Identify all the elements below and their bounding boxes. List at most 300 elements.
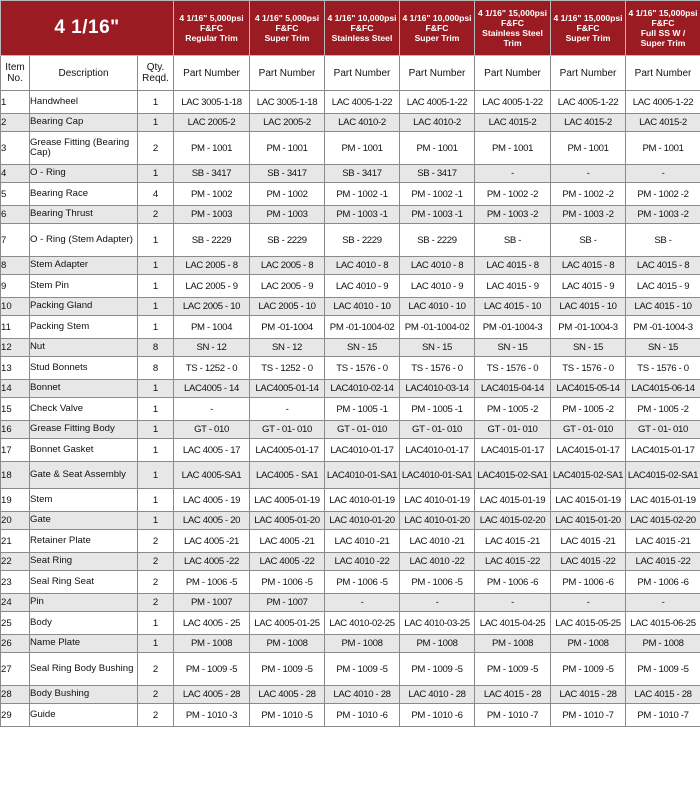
part-number: GT - 01- 010 [250, 421, 325, 439]
part-number: PM - 1006 -6 [551, 571, 626, 594]
part-number: LAC 2005 - 8 [250, 257, 325, 275]
item-number: 4 [1, 165, 30, 183]
item-number: 3 [1, 132, 30, 165]
part-number: PM - 1001 [551, 132, 626, 165]
table-row [1, 91, 700, 114]
part-number: PM -01-1004-3 [551, 316, 626, 339]
item-number: 27 [1, 653, 30, 686]
item-description: Nut [30, 339, 138, 357]
part-number: LAC4010-01-17 [325, 439, 400, 462]
part-number: PM - 1010 -6 [325, 704, 400, 727]
item-quantity: 2 [138, 571, 174, 594]
part-number: LAC 4005 -22 [250, 553, 325, 571]
item-number: 6 [1, 206, 30, 224]
part-number: SB - [626, 224, 700, 257]
item-number: 23 [1, 571, 30, 594]
table-row [1, 704, 700, 727]
part-number: LAC4010-03-14 [400, 380, 475, 398]
item-quantity: 1 [138, 224, 174, 257]
table-row [1, 257, 700, 275]
parts-rows [1, 91, 700, 727]
part-number: LAC 2005 - 10 [250, 298, 325, 316]
item-quantity: 1 [138, 257, 174, 275]
item-quantity: 1 [138, 275, 174, 298]
table-row [1, 439, 700, 462]
part-number: PM - 1003 -2 [475, 206, 551, 224]
table-row [1, 206, 700, 224]
item-number: 5 [1, 183, 30, 206]
part-number: PM - 1010 -5 [250, 704, 325, 727]
item-number: 8 [1, 257, 30, 275]
subheader-row [1, 56, 700, 91]
item-number: 12 [1, 339, 30, 357]
part-number: TS - 1576 - 0 [475, 357, 551, 380]
part-number: LAC 4010 - 10 [325, 298, 400, 316]
part-number: LAC 4005-01-25 [250, 612, 325, 635]
item-description: Seal Ring Body Bushing [30, 653, 138, 686]
part-number: LAC 4015-04-25 [475, 612, 551, 635]
part-number: PM - 1006 -5 [325, 571, 400, 594]
part-number: - [325, 594, 400, 612]
part-number: PM -01-1004-02 [400, 316, 475, 339]
item-number: 26 [1, 635, 30, 653]
part-number: LAC 4010-01-19 [325, 489, 400, 512]
part-number: PM - 1008 [626, 635, 700, 653]
part-number: PM - 1003 -1 [400, 206, 475, 224]
item-description: Gate & Seat Assembly [30, 462, 138, 489]
part-number: PM - 1006 -5 [250, 571, 325, 594]
item-number: 24 [1, 594, 30, 612]
part-number: PM - 1009 -5 [174, 653, 250, 686]
part-number: TS - 1576 - 0 [325, 357, 400, 380]
part-number: LAC4015-04-14 [475, 380, 551, 398]
part-number: LAC4010-01-SA1 [400, 462, 475, 489]
part-number: LAC 4010 - 10 [400, 298, 475, 316]
part-number: SB - [475, 224, 551, 257]
table-row [1, 594, 700, 612]
part-number: LAC4015-02-SA1 [626, 462, 700, 489]
part-number-header: Part Number [325, 56, 400, 91]
part-number: LAC 2005 - 10 [174, 298, 250, 316]
part-number: LAC 4015-01-20 [551, 512, 626, 530]
item-quantity: 1 [138, 380, 174, 398]
part-number: PM - 1005 -1 [325, 398, 400, 421]
part-number: PM - 1006 -6 [626, 571, 700, 594]
part-number: LAC 4015-01-19 [475, 489, 551, 512]
part-number: LAC4010-01-SA1 [325, 462, 400, 489]
part-number: SN - 15 [475, 339, 551, 357]
table-row [1, 421, 700, 439]
part-number: LAC 2005 - 9 [250, 275, 325, 298]
part-number: LAC 4005 -21 [174, 530, 250, 553]
part-number: LAC4005-01-14 [250, 380, 325, 398]
col-header-5k-regular: 4 1/16" 5,000psi F&FC Regular Trim [174, 1, 250, 56]
part-number: PM - 1009 -5 [626, 653, 700, 686]
item-description: Body Bushing [30, 686, 138, 704]
item-description: Packing Stem [30, 316, 138, 339]
part-number: LAC 4015-2 [475, 114, 551, 132]
part-number: LAC4015-06-14 [626, 380, 700, 398]
item-description: Bearing Race [30, 183, 138, 206]
item-number: 20 [1, 512, 30, 530]
item-description: Seat Ring [30, 553, 138, 571]
table-row [1, 398, 700, 421]
part-number: LAC4015-01-17 [626, 439, 700, 462]
item-quantity: 1 [138, 398, 174, 421]
part-number: PM - 1005 -2 [475, 398, 551, 421]
part-number-header: Part Number [400, 56, 475, 91]
item-number: 13 [1, 357, 30, 380]
item-description: Body [30, 612, 138, 635]
item-number: 15 [1, 398, 30, 421]
part-number: PM - 1004 [174, 316, 250, 339]
item-description: Bearing Cap [30, 114, 138, 132]
item-quantity: 1 [138, 316, 174, 339]
col-header-5k-super: 4 1/16" 5,000psi F&FC Super Trim [250, 1, 325, 56]
part-number: LAC4015-01-17 [475, 439, 551, 462]
item-quantity: 2 [138, 530, 174, 553]
col-header-10k-stainless: 4 1/16" 10,000psi F&FC Stainless Steel [325, 1, 400, 56]
part-number: LAC 4015-02-20 [475, 512, 551, 530]
table-row [1, 165, 700, 183]
col-header-10k-super: 4 1/16" 10,000psi F&FC Super Trim [400, 1, 475, 56]
part-number: LAC4005 - SA1 [250, 462, 325, 489]
part-number: LAC 4010-01-20 [400, 512, 475, 530]
part-number: LAC 4015-05-25 [551, 612, 626, 635]
item-description: Stem Adapter [30, 257, 138, 275]
item-description: Retainer Plate [30, 530, 138, 553]
part-number: LAC 4015 - 28 [551, 686, 626, 704]
part-number: SB - 3417 [325, 165, 400, 183]
item-description: Stem Pin [30, 275, 138, 298]
part-number: LAC 4010 -21 [400, 530, 475, 553]
part-number: PM - 1003 -2 [626, 206, 700, 224]
part-number: PM - 1006 -6 [475, 571, 551, 594]
part-number: PM - 1003 -1 [325, 206, 400, 224]
part-number: SB - 2229 [325, 224, 400, 257]
part-number: LAC 4015 -21 [475, 530, 551, 553]
part-number: PM - 1001 [400, 132, 475, 165]
part-number: SB - [551, 224, 626, 257]
item-description: Grease Fitting (Bearing Cap) [30, 132, 138, 165]
part-number: SB - 2229 [174, 224, 250, 257]
part-number: PM - 1002 -2 [551, 183, 626, 206]
part-number: LAC 4005 - 28 [250, 686, 325, 704]
part-number: TS - 1576 - 0 [400, 357, 475, 380]
part-number: LAC 4015 - 8 [551, 257, 626, 275]
part-number: PM - 1010 -3 [174, 704, 250, 727]
part-number: LAC 4015 - 9 [475, 275, 551, 298]
part-number: PM - 1008 [551, 635, 626, 653]
part-number: LAC 4010 - 8 [400, 257, 475, 275]
item-number: 22 [1, 553, 30, 571]
part-number: SB - 2229 [400, 224, 475, 257]
item-number: 10 [1, 298, 30, 316]
item-quantity: 2 [138, 206, 174, 224]
part-number: LAC4010-02-14 [325, 380, 400, 398]
part-number: LAC 4015 - 10 [475, 298, 551, 316]
part-number: PM - 1010 -7 [475, 704, 551, 727]
item-number: 1 [1, 91, 30, 114]
col-header-15k-super: 4 1/16" 15,000psi F&FC Super Trim [551, 1, 626, 56]
table-row [1, 686, 700, 704]
part-number: LAC 4010-02-25 [325, 612, 400, 635]
part-number: PM - 1010 -6 [400, 704, 475, 727]
table-row [1, 530, 700, 553]
part-number: - [475, 594, 551, 612]
part-number: LAC 4010 - 28 [325, 686, 400, 704]
part-number: LAC 4010 -22 [325, 553, 400, 571]
item-description: Seal Ring Seat [30, 571, 138, 594]
part-number: LAC4015-02-SA1 [475, 462, 551, 489]
part-number: LAC 4005-1-22 [325, 91, 400, 114]
part-number: LAC 4015 - 28 [475, 686, 551, 704]
part-number: LAC 4005-1-22 [475, 91, 551, 114]
item-description: O - Ring (Stem Adapter) [30, 224, 138, 257]
item-quantity: 1 [138, 114, 174, 132]
part-number: LAC 4010 -22 [400, 553, 475, 571]
item-quantity: 2 [138, 704, 174, 727]
part-number: PM - 1003 [174, 206, 250, 224]
table-row [1, 462, 700, 489]
table-row [1, 653, 700, 686]
part-number: GT - 01- 010 [626, 421, 700, 439]
item-description: Check Valve [30, 398, 138, 421]
item-quantity: 1 [138, 91, 174, 114]
item-number: 2 [1, 114, 30, 132]
part-number: GT - 01- 010 [400, 421, 475, 439]
part-number: LAC 2005-2 [250, 114, 325, 132]
part-number: LAC 4015 - 8 [475, 257, 551, 275]
table-row [1, 316, 700, 339]
item-quantity: 1 [138, 439, 174, 462]
part-number: LAC 2005-2 [174, 114, 250, 132]
part-number: LAC4005 - 14 [174, 380, 250, 398]
part-number: LAC 4010-2 [325, 114, 400, 132]
part-number: GT - 010 [174, 421, 250, 439]
part-number: LAC 4005 - 17 [174, 439, 250, 462]
table-row [1, 298, 700, 316]
part-number: LAC 2005 - 8 [174, 257, 250, 275]
part-number: PM - 1009 -5 [475, 653, 551, 686]
part-number: PM - 1005 -1 [400, 398, 475, 421]
part-number: PM - 1009 -5 [325, 653, 400, 686]
part-number: LAC4005-01-17 [250, 439, 325, 462]
header-row [1, 1, 700, 56]
item-description: Name Plate [30, 635, 138, 653]
part-number: PM - 1001 [626, 132, 700, 165]
part-number: PM - 1002 -1 [325, 183, 400, 206]
part-number: LAC 4015-06-25 [626, 612, 700, 635]
part-number: PM - 1010 -7 [551, 704, 626, 727]
item-number: 11 [1, 316, 30, 339]
part-number: SN - 12 [174, 339, 250, 357]
part-number: SN - 15 [551, 339, 626, 357]
item-quantity: 8 [138, 357, 174, 380]
part-number: LAC 4015 - 9 [551, 275, 626, 298]
part-number: PM - 1005 -2 [626, 398, 700, 421]
table-row [1, 571, 700, 594]
part-number: LAC 4015 - 9 [626, 275, 700, 298]
item-description: Stem [30, 489, 138, 512]
table-row [1, 183, 700, 206]
part-number: GT - 01- 010 [551, 421, 626, 439]
part-number: LAC 4015 - 28 [626, 686, 700, 704]
part-number: LAC 4005-1-22 [551, 91, 626, 114]
item-quantity: 2 [138, 594, 174, 612]
item-description: Pin [30, 594, 138, 612]
table-row [1, 635, 700, 653]
item-number: 17 [1, 439, 30, 462]
part-number: TS - 1576 - 0 [626, 357, 700, 380]
part-number-header: Part Number [174, 56, 250, 91]
part-number: PM - 1007 [174, 594, 250, 612]
item-number: 14 [1, 380, 30, 398]
item-number: 21 [1, 530, 30, 553]
part-number: PM - 1002 -2 [626, 183, 700, 206]
item-quantity: 1 [138, 462, 174, 489]
item-no-header: Item No. [1, 56, 30, 91]
table-row [1, 553, 700, 571]
part-number: PM - 1010 -7 [626, 704, 700, 727]
item-number: 7 [1, 224, 30, 257]
item-quantity: 1 [138, 421, 174, 439]
part-number: LAC 4010-03-25 [400, 612, 475, 635]
part-number: PM - 1002 -1 [400, 183, 475, 206]
item-number: 28 [1, 686, 30, 704]
part-number: PM - 1008 [400, 635, 475, 653]
part-number: - [475, 165, 551, 183]
part-number-header: Part Number [475, 56, 551, 91]
part-number: GT - 01- 010 [325, 421, 400, 439]
part-number: LAC 4015-2 [626, 114, 700, 132]
item-number: 29 [1, 704, 30, 727]
part-number: LAC4010-01-17 [400, 439, 475, 462]
item-description: Bearing Thrust [30, 206, 138, 224]
part-number: LAC4015-01-17 [551, 439, 626, 462]
part-number: SN - 15 [325, 339, 400, 357]
table-row [1, 224, 700, 257]
part-number: PM - 1009 -5 [551, 653, 626, 686]
part-number: PM - 1008 [174, 635, 250, 653]
part-number: LAC 4015-01-19 [626, 489, 700, 512]
part-number-header: Part Number [551, 56, 626, 91]
part-number: PM - 1002 [174, 183, 250, 206]
part-number: PM - 1008 [325, 635, 400, 653]
part-number-header: Part Number [626, 56, 700, 91]
part-number: - [250, 398, 325, 421]
part-number: PM - 1008 [475, 635, 551, 653]
part-number: LAC 4010-01-20 [325, 512, 400, 530]
table-row [1, 114, 700, 132]
part-number: SB - 2229 [250, 224, 325, 257]
item-quantity: 1 [138, 489, 174, 512]
col-header-15k-stainless: 4 1/16" 15,000psi F&FC Stainless Steel Trim [475, 1, 551, 56]
part-number: LAC 4015 -22 [475, 553, 551, 571]
part-number: TS - 1252 - 0 [250, 357, 325, 380]
part-number: LAC 4015-01-19 [551, 489, 626, 512]
part-number: SB - 3417 [174, 165, 250, 183]
part-number: LAC 3005-1-18 [174, 91, 250, 114]
part-number: PM - 1001 [174, 132, 250, 165]
item-quantity: 1 [138, 635, 174, 653]
part-number: SN - 12 [250, 339, 325, 357]
col-header-15k-full-ss: 4 1/16" 15,000psi F&FC Full SS W / Super Trim [626, 1, 700, 56]
part-number: PM - 1001 [250, 132, 325, 165]
part-number: PM - 1002 -2 [475, 183, 551, 206]
part-number: PM - 1001 [325, 132, 400, 165]
item-number: 25 [1, 612, 30, 635]
part-number: LAC 4010 - 28 [400, 686, 475, 704]
part-number: PM - 1006 -5 [174, 571, 250, 594]
part-number: LAC 4015-2 [551, 114, 626, 132]
part-number: PM - 1007 [250, 594, 325, 612]
item-quantity: 1 [138, 298, 174, 316]
part-number: SB - 3417 [400, 165, 475, 183]
item-quantity: 4 [138, 183, 174, 206]
part-number: PM -01-1004-3 [475, 316, 551, 339]
part-number: LAC 4015 -22 [551, 553, 626, 571]
part-number: SN - 15 [626, 339, 700, 357]
part-number: - [551, 165, 626, 183]
item-description: Bonnet [30, 380, 138, 398]
item-quantity: 8 [138, 339, 174, 357]
part-number: PM - 1003 -2 [551, 206, 626, 224]
table-row [1, 132, 700, 165]
part-number: TS - 1576 - 0 [551, 357, 626, 380]
item-number: 18 [1, 462, 30, 489]
part-number: LAC 4010 - 8 [325, 257, 400, 275]
item-description: Stud Bonnets [30, 357, 138, 380]
part-number: LAC 4005 - 25 [174, 612, 250, 635]
part-number: - [174, 398, 250, 421]
part-number: PM -01-1004-3 [626, 316, 700, 339]
part-number: - [551, 594, 626, 612]
part-number: LAC 4015 -21 [626, 530, 700, 553]
item-quantity: 2 [138, 686, 174, 704]
part-number: - [626, 165, 700, 183]
part-number: - [400, 594, 475, 612]
item-description: Guide [30, 704, 138, 727]
part-number: LAC 4015 -21 [551, 530, 626, 553]
table-row [1, 512, 700, 530]
table-row [1, 489, 700, 512]
part-number: LAC 4005 - 20 [174, 512, 250, 530]
part-number: LAC 4005 - 19 [174, 489, 250, 512]
item-description: Bonnet Gasket [30, 439, 138, 462]
part-number: LAC 4015 - 10 [626, 298, 700, 316]
part-number: PM - 1009 -5 [400, 653, 475, 686]
part-number: TS - 1252 - 0 [174, 357, 250, 380]
table-row [1, 380, 700, 398]
part-number: PM - 1002 [250, 183, 325, 206]
table-row [1, 275, 700, 298]
table-row [1, 339, 700, 357]
item-description: Grease Fitting Body [30, 421, 138, 439]
item-quantity: 2 [138, 132, 174, 165]
part-number: PM - 1001 [475, 132, 551, 165]
part-number: LAC 4015 - 8 [626, 257, 700, 275]
part-number: LAC4015-02-SA1 [551, 462, 626, 489]
qty-header: Qty. Reqd. [138, 56, 174, 91]
part-number: LAC 4005-1-22 [400, 91, 475, 114]
part-number: LAC 4005-01-20 [250, 512, 325, 530]
description-header: Description [30, 56, 138, 91]
part-number: LAC 4005 -22 [174, 553, 250, 571]
item-number: 9 [1, 275, 30, 298]
item-quantity: 2 [138, 653, 174, 686]
part-number-header: Part Number [250, 56, 325, 91]
